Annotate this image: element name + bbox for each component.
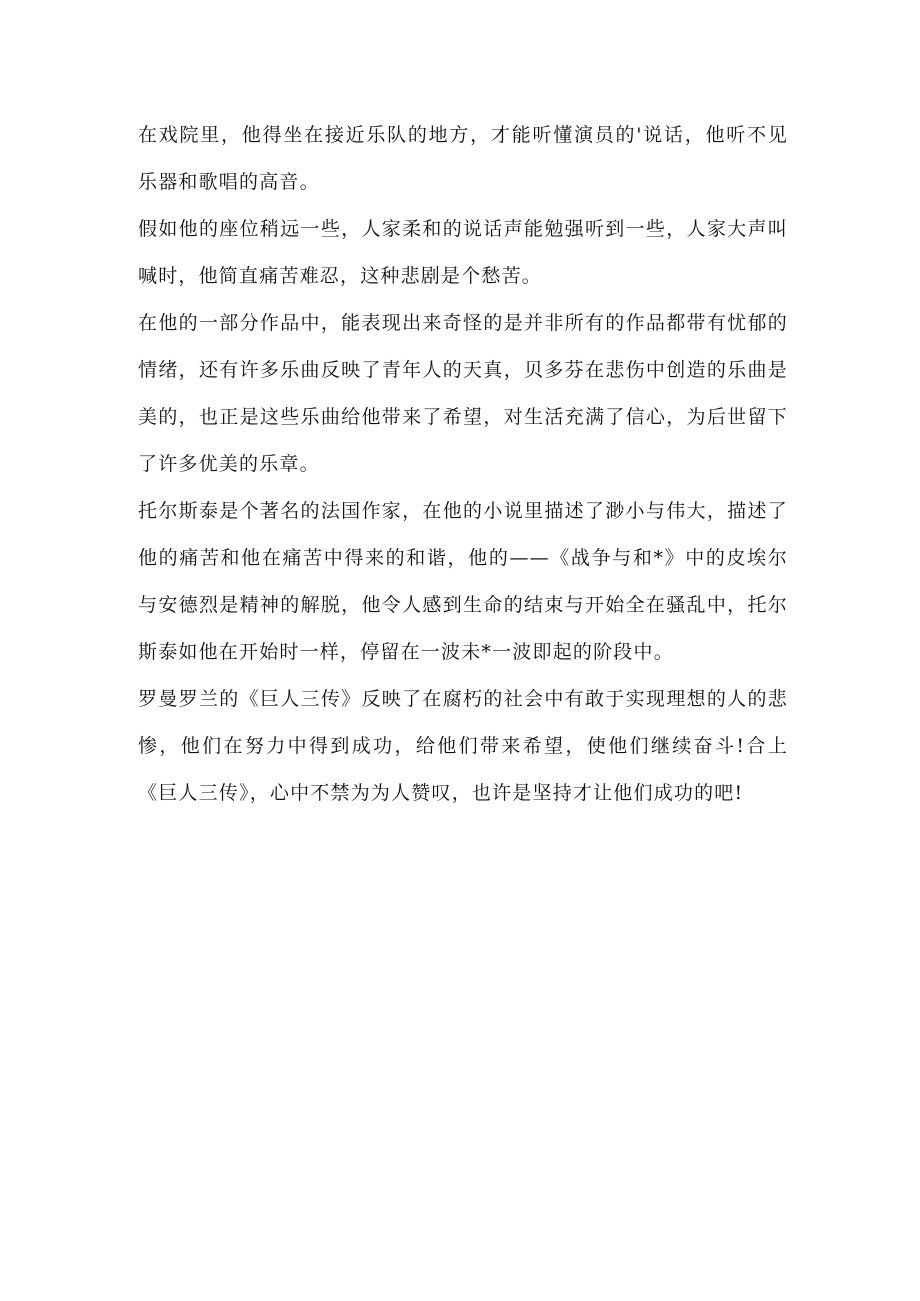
document-body xyxy=(138,112,788,817)
paragraph-theater: 在戏院里，他得坐在接近乐队的地方，才能听懂演员的'说话，他听不见乐器和歌唱的高音。 xyxy=(138,124,788,193)
paragraph-seat: 假如他的座位稍远一些，人家柔和的说话声能勉强听到一些，人家大声叫喊时，他简直痛苦难忍，这种悲剧是个愁苦。 xyxy=(138,218,788,287)
paragraph-rolland: 罗曼罗兰的《巨人三传》反映了在腐朽的社会中有敢于实现理想的人的悲惨，他们在努力中得到成功，给他们带来希望，使他们继续奋斗!合上《巨人三传》，心中不禁为为人赞叹，也许是坚持才让他们成功的吧! xyxy=(138,688,788,804)
paragraph-works: 在他的一部分作品中，能表现出来奇怪的是并非所有的作品都带有忧郁的情绪，还有许多乐曲反映了青年人的天真，贝多芬在悲伤中创造的乐曲是美的，也正是这些乐曲给他带来了希望，对生活充满了信心，为后世留下了许多优美的乐章。 xyxy=(138,312,788,475)
paragraph-tolstoy: 托尔斯泰是个著名的法国作家，在他的小说里描述了渺小与伟大，描述了他的痛苦和他在痛苦中得来的和谐，他的——《战争与和*》中的皮埃尔与安德烈是精神的解脱，他令人感到生命的结束与开始全在骚乱中，托尔斯泰如他在开始时一样，停留在一波未*一波即起的阶段中。 xyxy=(138,500,788,663)
